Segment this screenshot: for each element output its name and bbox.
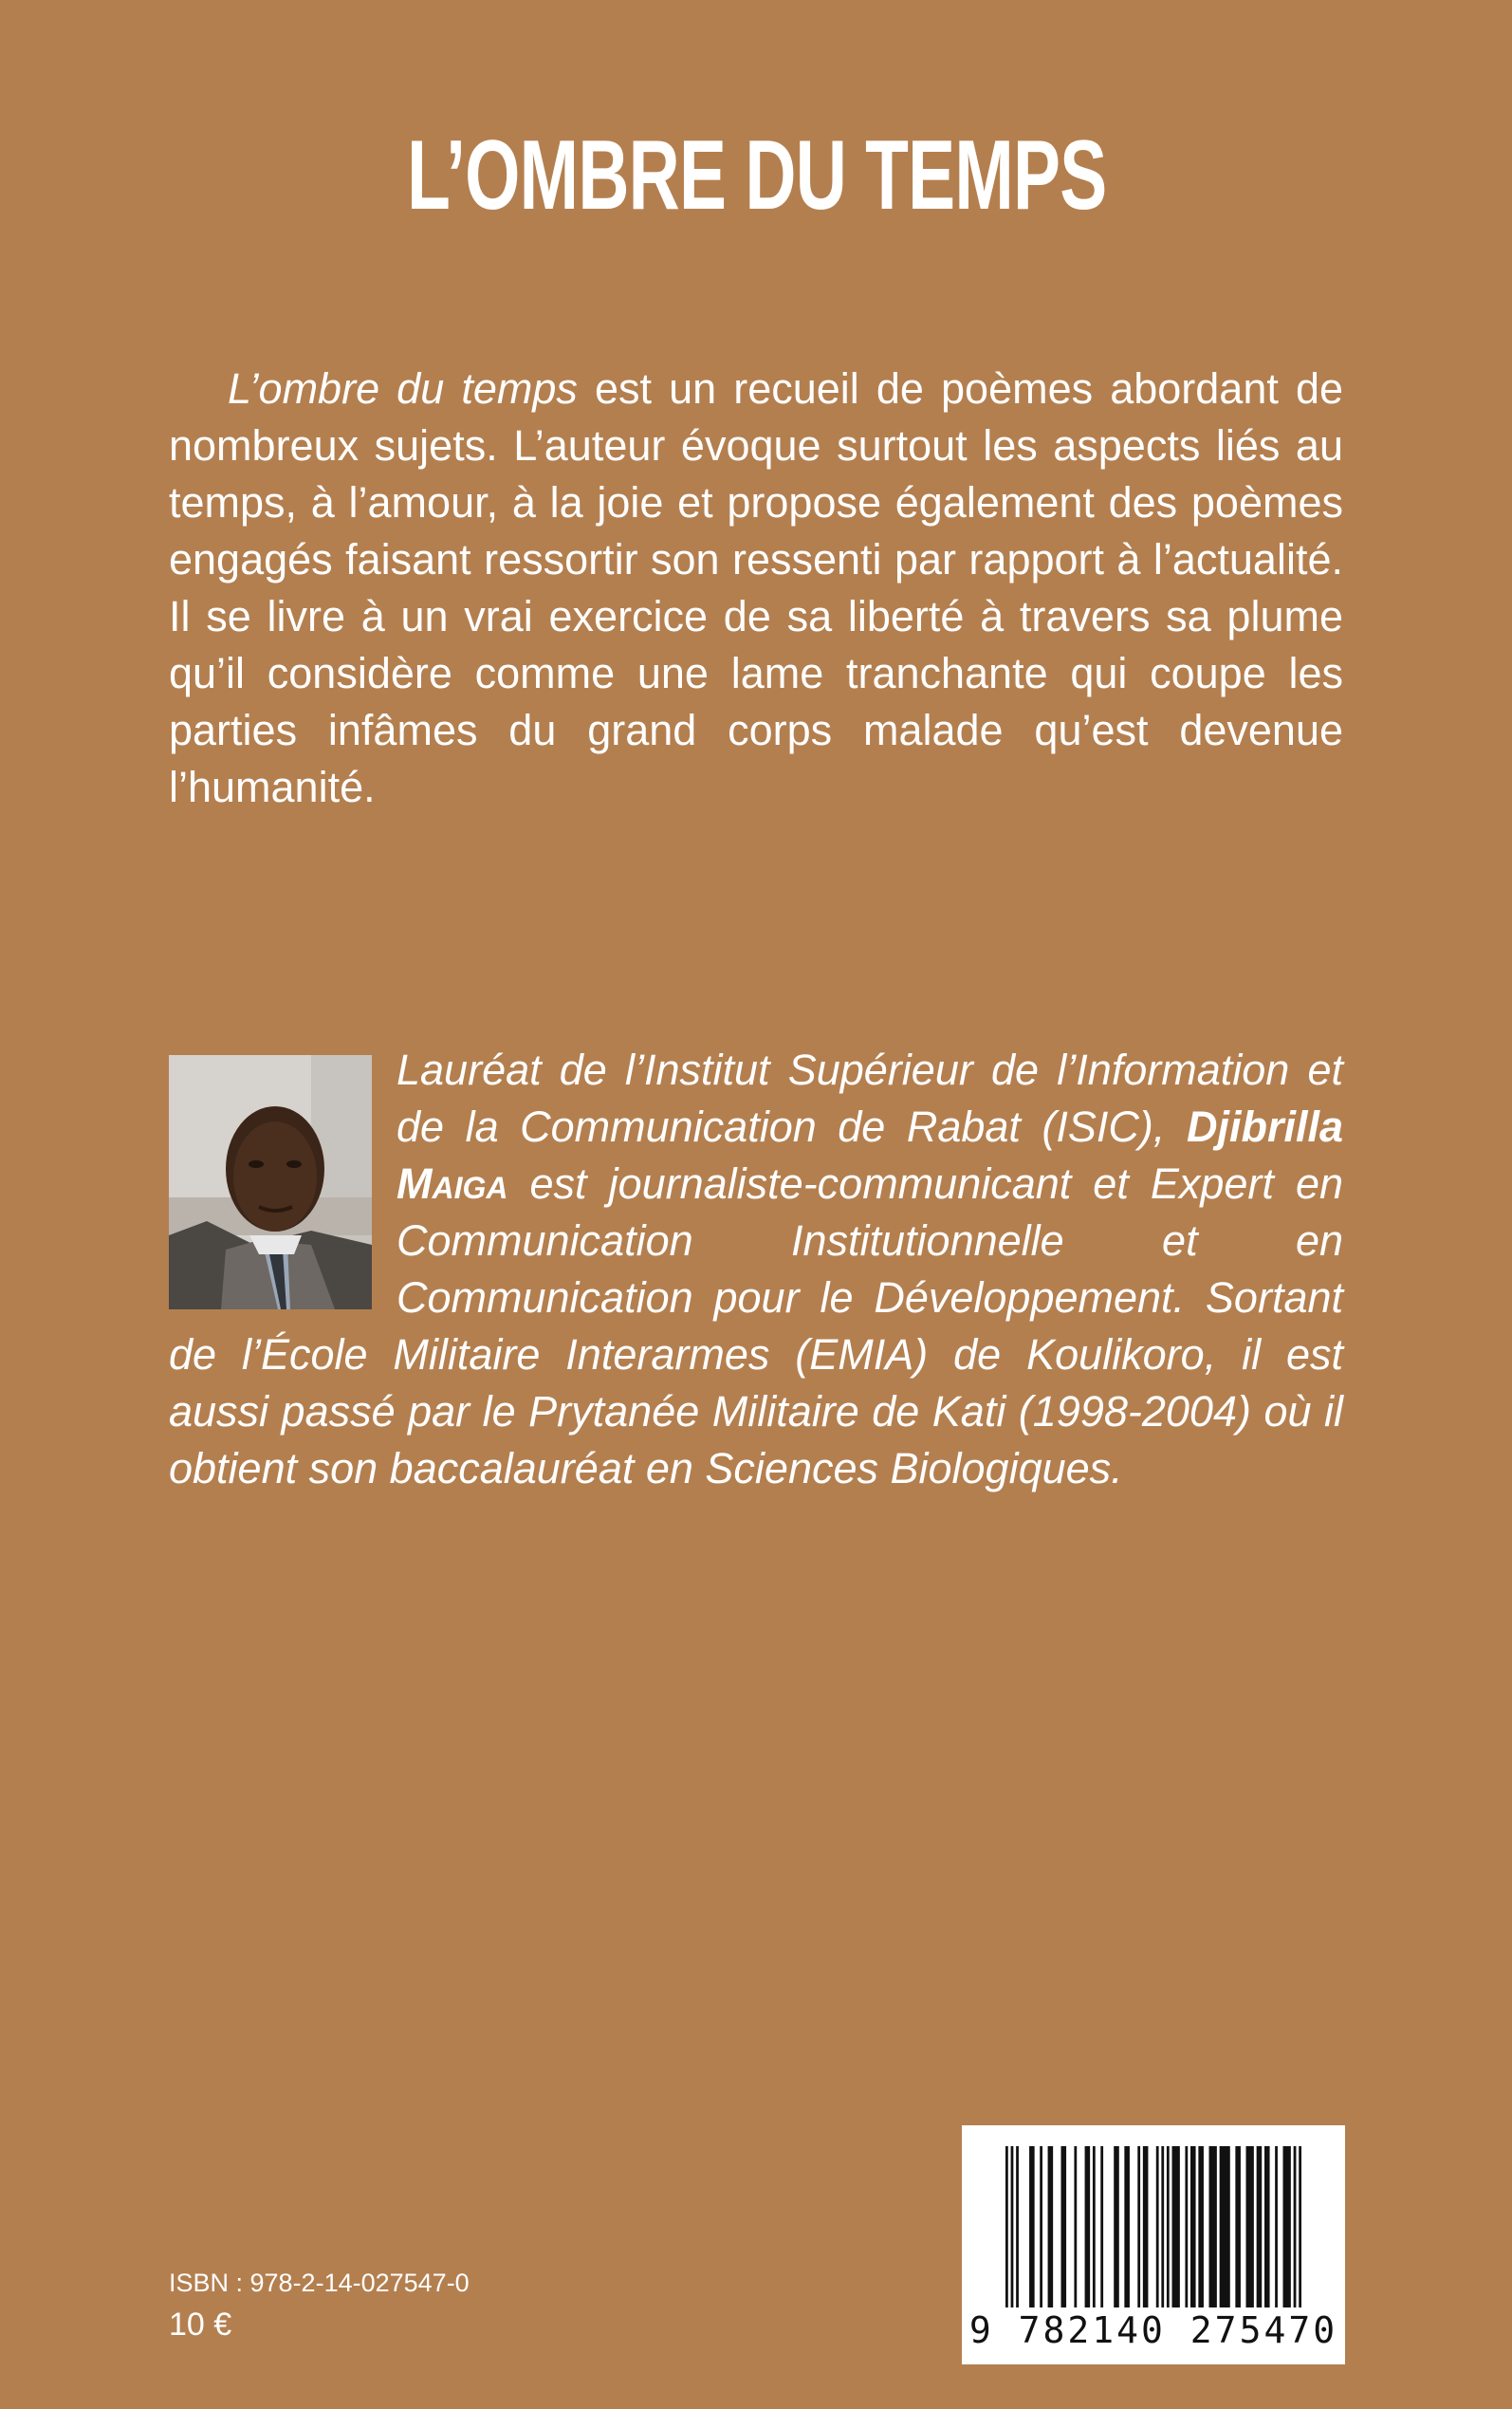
barcode-bar (1011, 2146, 1014, 2307)
barcode-bars-icon (1005, 2146, 1301, 2307)
blurb-italic-title: L’ombre du temps (228, 364, 578, 413)
barcode-bar (1040, 2146, 1042, 2307)
barcode-bar (1085, 2146, 1091, 2307)
barcode-bar (1275, 2146, 1278, 2307)
barcode-bar (1156, 2146, 1159, 2307)
isbn-number: ISBN : 978-2-14-027547-0 (169, 2269, 470, 2297)
bio-rest: est journaliste-communicant et Expert en Communication Institutionnelle et en Communication pour le Développement. Sortant de l’École Militaire Interarmes (EMIA) de Koulikoro, il est aussi passé par le Prytanée Militaire de Kati (1998-2004) où il obtient son baccalauréat en Sciences Biologiques. (169, 1159, 1343, 1492)
barcode-bar (1005, 2146, 1008, 2307)
barcode-bar (1257, 2146, 1263, 2307)
barcode-bar (1299, 2146, 1301, 2307)
barcode-bar (1074, 2146, 1077, 2307)
barcode-bar (1294, 2146, 1297, 2307)
barcode-bar (1100, 2146, 1103, 2307)
barcode-bar (1161, 2146, 1164, 2307)
barcode-bar (1235, 2146, 1241, 2307)
barcode-bar (1246, 2146, 1254, 2307)
book-title: L’OMBRE DU TEMPS (407, 120, 1107, 231)
barcode-digits: 9 782140 275470 (968, 2309, 1338, 2351)
barcode-bar (1093, 2146, 1096, 2307)
barcode-bar (1172, 2146, 1180, 2307)
barcode-bar (1029, 2146, 1035, 2307)
barcode (962, 2125, 1345, 2364)
photo-text-wrap (169, 1042, 396, 1322)
barcode-bar (1167, 2146, 1170, 2307)
barcode-bar (1124, 2146, 1130, 2307)
book-blurb (169, 361, 1343, 816)
author-bio (169, 1042, 1343, 1497)
barcode-bar (1190, 2146, 1196, 2307)
author-first-name: Djibrilla (1186, 1103, 1343, 1151)
barcode-bar (1061, 2146, 1067, 2307)
barcode-bar (1209, 2146, 1217, 2307)
author-last-name: Maiga (396, 1159, 508, 1208)
bio-intro: Lauréat de l’Institut Supérieur de l’Information et de la Communication de Rabat (ISIC), (396, 1046, 1343, 1151)
barcode-bar (1114, 2146, 1119, 2307)
barcode-bar (1264, 2146, 1270, 2307)
barcode-bar (1198, 2146, 1204, 2307)
barcode-bar (1185, 2146, 1188, 2307)
barcode-bar (1283, 2146, 1291, 2307)
barcode-bar (1143, 2146, 1149, 2307)
barcode-bar (1048, 2146, 1054, 2307)
barcode-bar (1137, 2146, 1140, 2307)
barcode-bar (1016, 2146, 1019, 2307)
blurb-text: est un recueil de poèmes abordant de nombreux sujets. L’auteur évoque surtout les aspects liés au temps, à l’amour, à la joie et propose également des poèmes engagés faisant ressortir son ressenti par rapport à l’actualité. Il se livre à un vrai exercice de sa liberté à travers sa plume qu’il considère comme une lame tranchante qui coupe les parties infâmes du grand corps malade qu’est devenue l’humanité. (169, 364, 1343, 811)
barcode-bar (1220, 2146, 1230, 2307)
book-price: 10 € (169, 2307, 232, 2343)
